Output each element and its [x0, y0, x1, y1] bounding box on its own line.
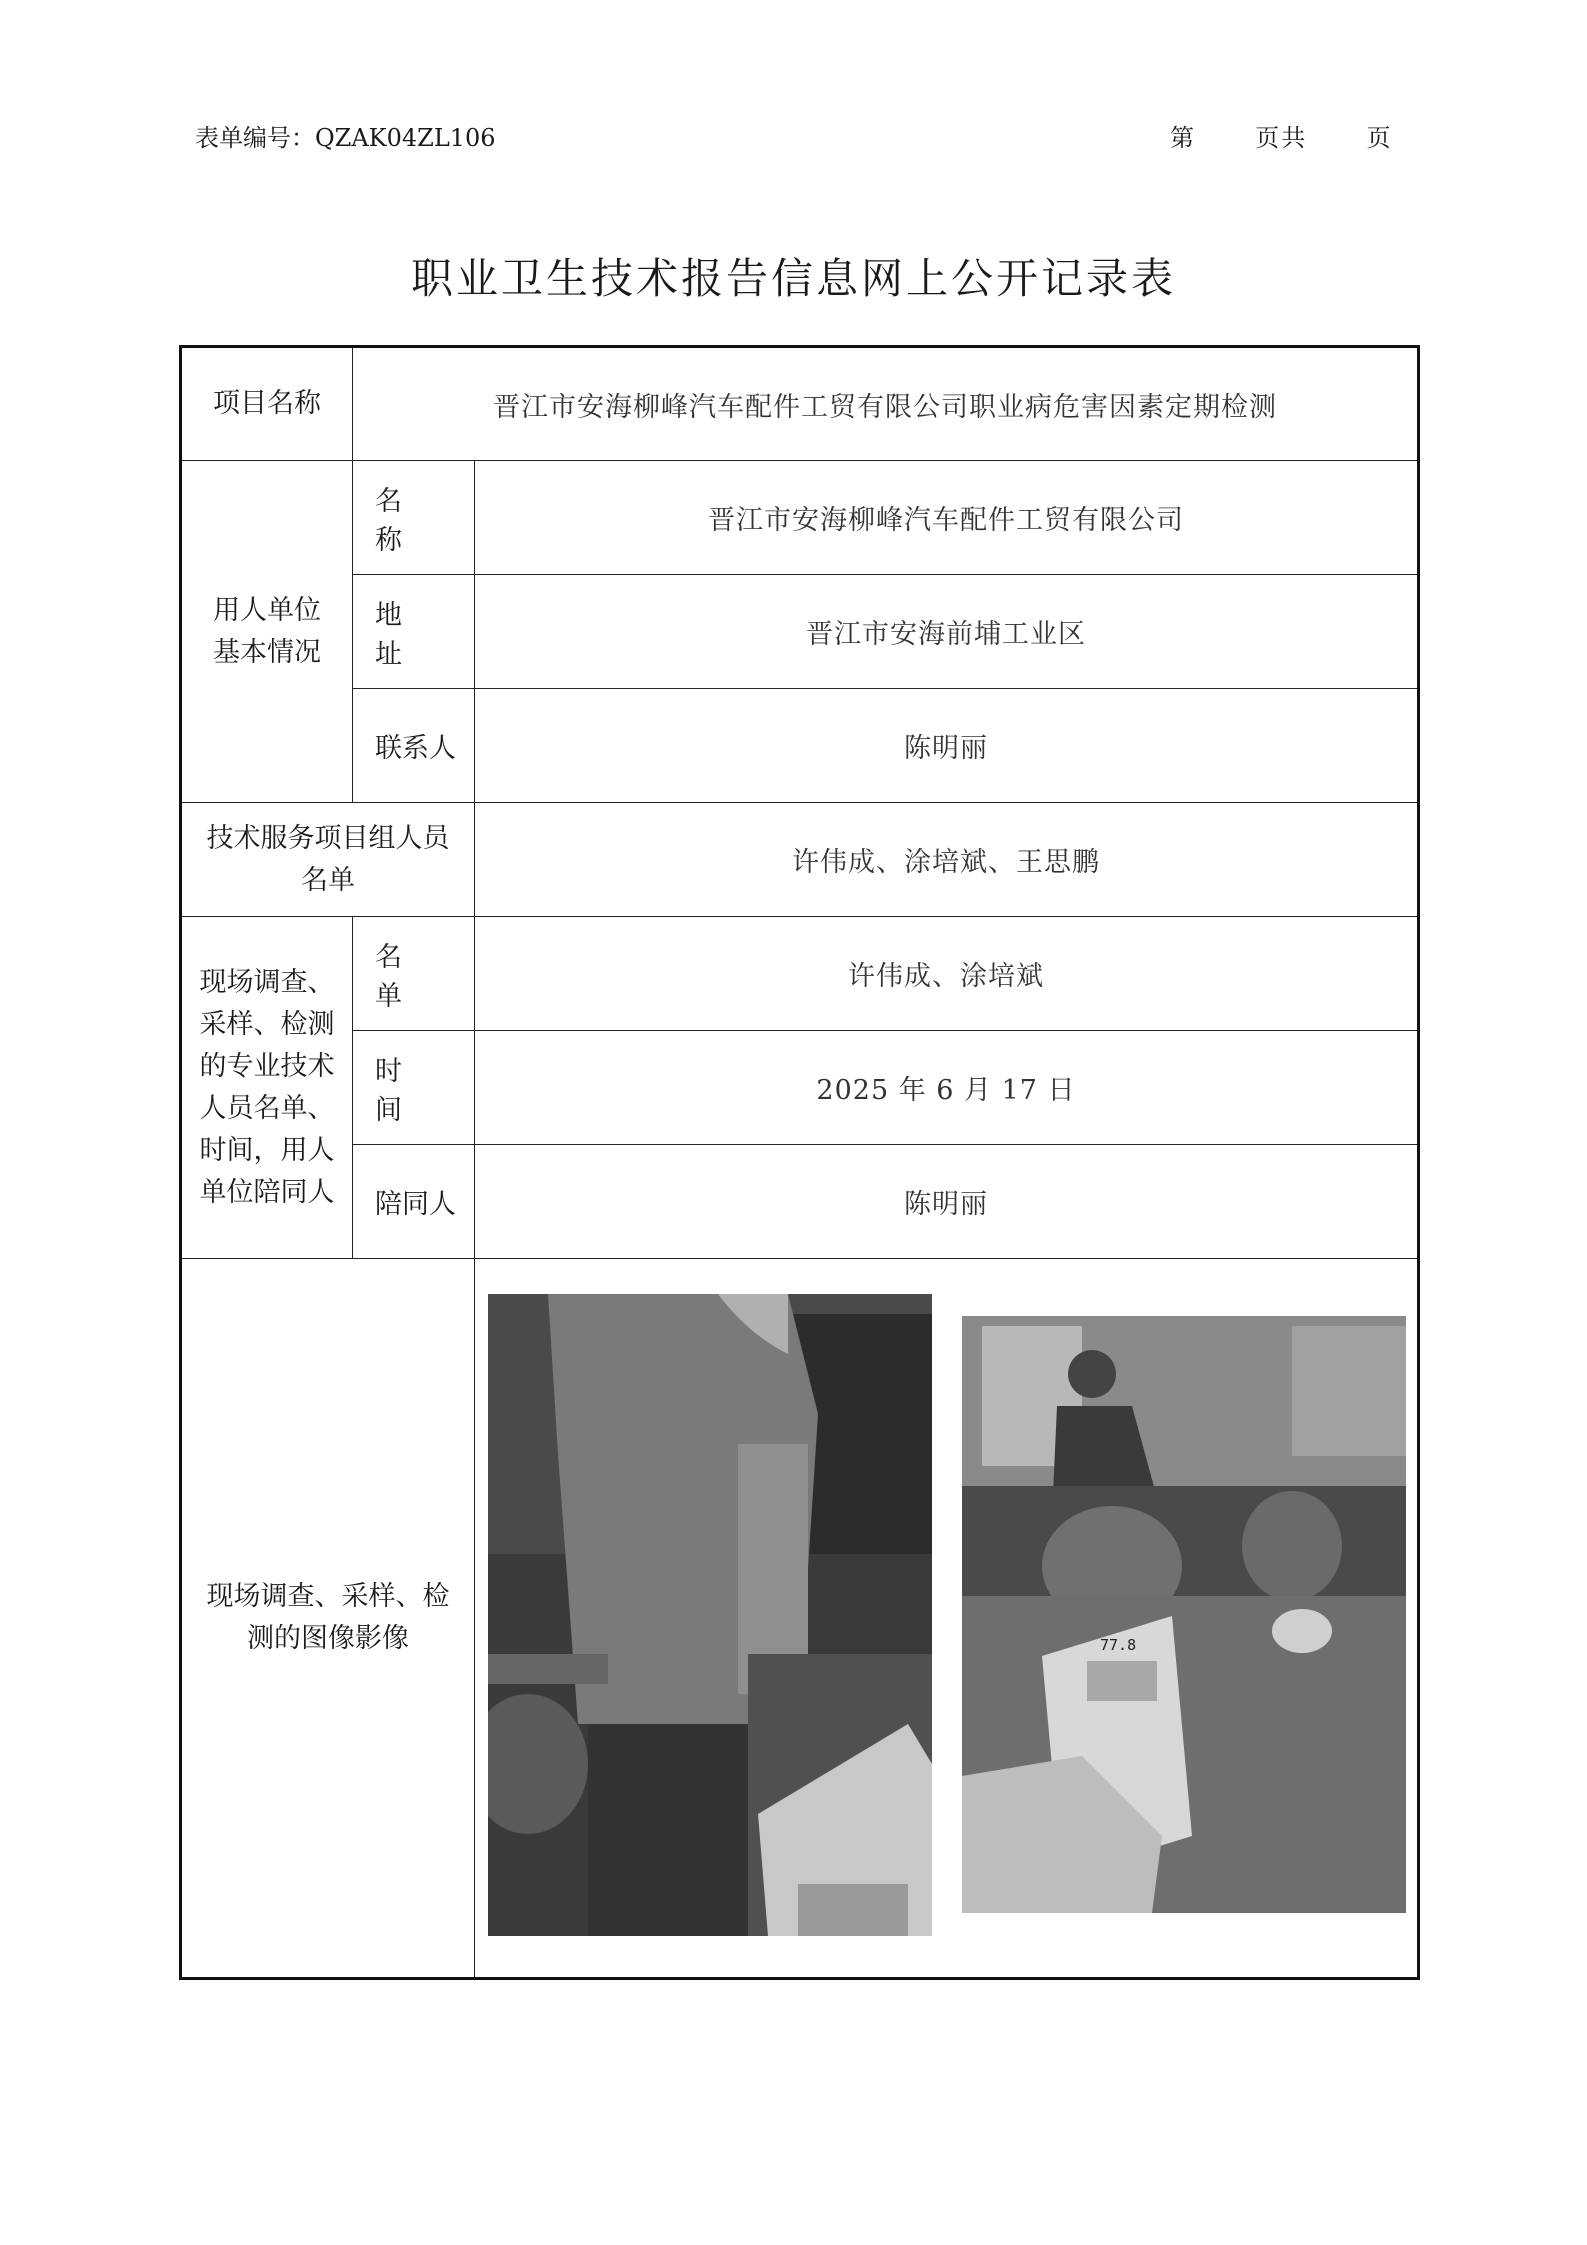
page-label-3: 页 — [1366, 124, 1393, 152]
project-value: 晋江市安海柳峰汽车配件工贸有限公司职业病危害因素定期检测 — [353, 347, 1419, 461]
images-label: 现场调查、采样、检测的图像影像 — [181, 1259, 475, 1979]
photo-2-illustration — [962, 1316, 1406, 1913]
record-table — [179, 345, 1420, 1980]
row-team — [181, 803, 1419, 917]
row-images — [181, 1259, 1419, 1979]
contact-label: 联系人 — [353, 689, 475, 803]
contact-value: 陈明丽 — [475, 689, 1419, 803]
page-title: 职业卫生技术报告信息网上公开记录表 — [410, 254, 1176, 303]
images-cell — [475, 1259, 1419, 1979]
meter-reading: 77.8 — [1100, 1636, 1137, 1654]
address-label: 地 址 — [353, 575, 475, 689]
list-label: 名 单 — [353, 917, 475, 1031]
row-escort — [181, 1145, 1419, 1259]
page-label-2: 页共 — [1255, 124, 1308, 152]
escort-value: 陈明丽 — [475, 1145, 1419, 1259]
name-value: 晋江市安海柳峰汽车配件工贸有限公司 — [475, 461, 1419, 575]
team-value: 许伟成、涂培斌、王思鹏 — [475, 803, 1419, 917]
form-number: 表单编号：QZAK04ZL106 — [195, 124, 496, 152]
page-indicator — [1170, 118, 1393, 153]
site-photo-2 — [962, 1316, 1406, 1913]
photo-1-illustration — [488, 1294, 932, 1936]
employer-label: 用人单位基本情况 — [181, 461, 353, 803]
project-label: 项目名称 — [181, 347, 353, 461]
row-time — [181, 1031, 1419, 1145]
photo-container — [475, 1259, 1417, 1977]
row-project — [181, 347, 1419, 461]
row-list — [181, 917, 1419, 1031]
page-label-1: 第 — [1170, 124, 1196, 152]
address-value: 晋江市安海前埔工业区 — [475, 575, 1419, 689]
row-contact — [181, 689, 1419, 803]
escort-label: 陪同人 — [353, 1145, 475, 1259]
time-value: 2025 年 6 月 17 日 — [475, 1031, 1419, 1145]
list-value: 许伟成、涂培斌 — [475, 917, 1419, 1031]
time-label: 时 间 — [353, 1031, 475, 1145]
team-label: 技术服务项目组人员名单 — [181, 803, 475, 917]
row-name — [181, 461, 1419, 575]
name-label: 名 称 — [353, 461, 475, 575]
row-address — [181, 575, 1419, 689]
site-photo-1 — [488, 1294, 932, 1936]
survey-label: 现场调查、采样、检测的专业技术人员名单、时间，用人单位陪同人 — [181, 917, 353, 1259]
